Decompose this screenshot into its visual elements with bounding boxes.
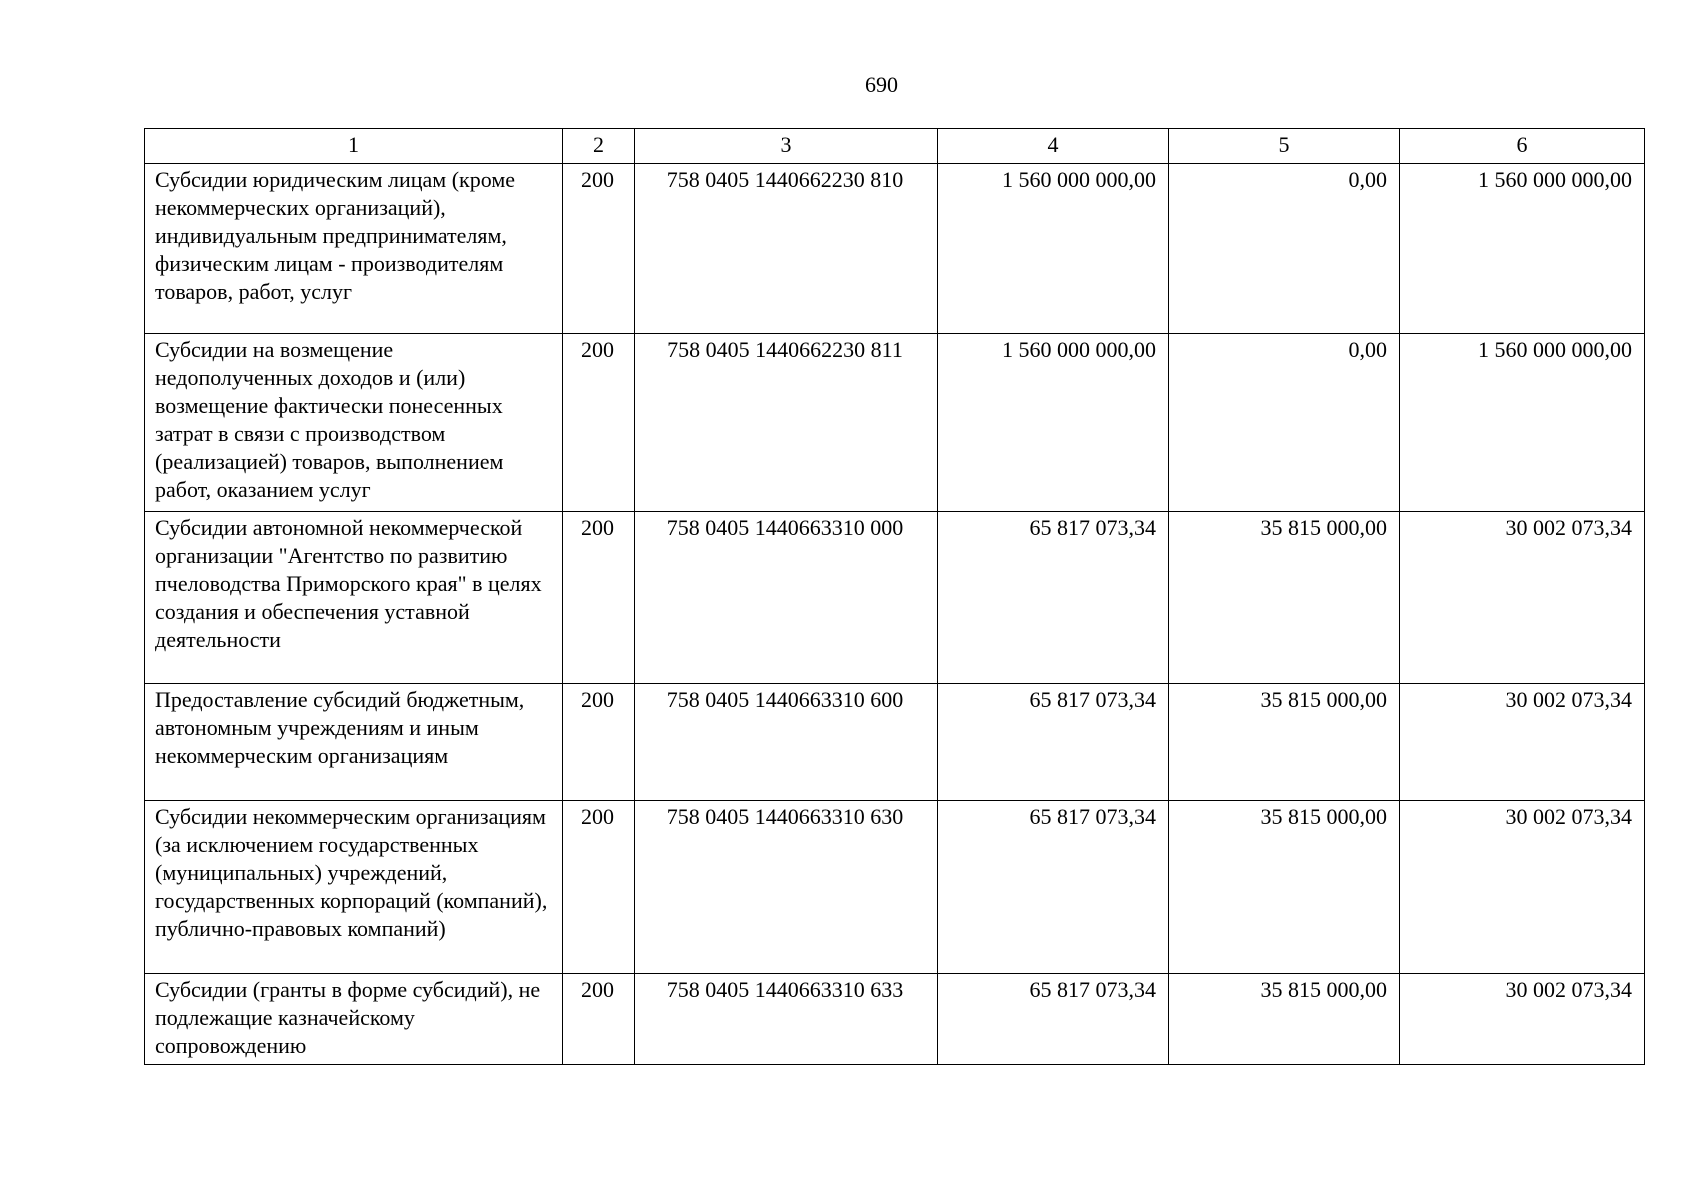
column-header-5: 5 [1169,129,1400,164]
row-name: Субсидии (гранты в форме субсидий), не подлежащие казначейскому сопровождению [145,974,563,1065]
row-name: Субсидии некоммерческим организациям (за исключением государственных (муниципальных) учреждений, государственных корпораций (компаний), публично-правовых компаний) [145,801,563,974]
row-col6: 1 560 000 000,00 [1400,334,1645,512]
row-col4: 65 817 073,34 [938,974,1169,1065]
row-kbk: 758 0405 1440662230 811 [635,334,938,512]
row-code: 200 [563,801,635,974]
table-header-row [145,129,1645,164]
table-row [145,801,1645,974]
row-code: 200 [563,974,635,1065]
row-col5: 0,00 [1169,334,1400,512]
row-col5: 35 815 000,00 [1169,974,1400,1065]
row-code: 200 [563,334,635,512]
page-number: 690 [865,72,898,97]
column-header-1: 1 [145,129,563,164]
row-col5: 0,00 [1169,164,1400,334]
column-header-4: 4 [938,129,1169,164]
table-row [145,684,1645,801]
row-code: 200 [563,684,635,801]
row-code: 200 [563,164,635,334]
row-col5: 35 815 000,00 [1169,684,1400,801]
row-code: 200 [563,512,635,684]
row-col4: 65 817 073,34 [938,684,1169,801]
table-row [145,164,1645,334]
row-kbk: 758 0405 1440663310 630 [635,801,938,974]
column-header-6: 6 [1400,129,1645,164]
row-col6: 30 002 073,34 [1400,684,1645,801]
budget-table [144,128,1645,1065]
row-name: Субсидии на возмещение недополученных доходов и (или) возмещение фактически понесенных затрат в связи с производством (реализацией) товаров, выполнением работ, оказанием услуг [145,334,563,512]
row-col5: 35 815 000,00 [1169,801,1400,974]
row-col4: 1 560 000 000,00 [938,164,1169,334]
row-col5: 35 815 000,00 [1169,512,1400,684]
row-col6: 1 560 000 000,00 [1400,164,1645,334]
row-kbk: 758 0405 1440663310 000 [635,512,938,684]
row-col4: 65 817 073,34 [938,512,1169,684]
table-row [145,512,1645,684]
row-name: Предоставление субсидий бюджетным, автономным учреждениям и иным некоммерческим организациям [145,684,563,801]
row-col6: 30 002 073,34 [1400,974,1645,1065]
row-col6: 30 002 073,34 [1400,801,1645,974]
row-name: Субсидии автономной некоммерческой организации "Агентство по развитию пчеловодства Приморского края" в целях создания и обеспечения уставной деятельности [145,512,563,684]
row-col4: 1 560 000 000,00 [938,334,1169,512]
row-col4: 65 817 073,34 [938,801,1169,974]
column-header-2: 2 [563,129,635,164]
table-row [145,334,1645,512]
row-kbk: 758 0405 1440663310 633 [635,974,938,1065]
row-name: Субсидии юридическим лицам (кроме некоммерческих организаций), индивидуальным предпринимателям, физическим лицам - производителям товаров, работ, услуг [145,164,563,334]
row-kbk: 758 0405 1440662230 810 [635,164,938,334]
row-kbk: 758 0405 1440663310 600 [635,684,938,801]
table-row [145,974,1645,1065]
column-header-3: 3 [635,129,938,164]
row-col6: 30 002 073,34 [1400,512,1645,684]
